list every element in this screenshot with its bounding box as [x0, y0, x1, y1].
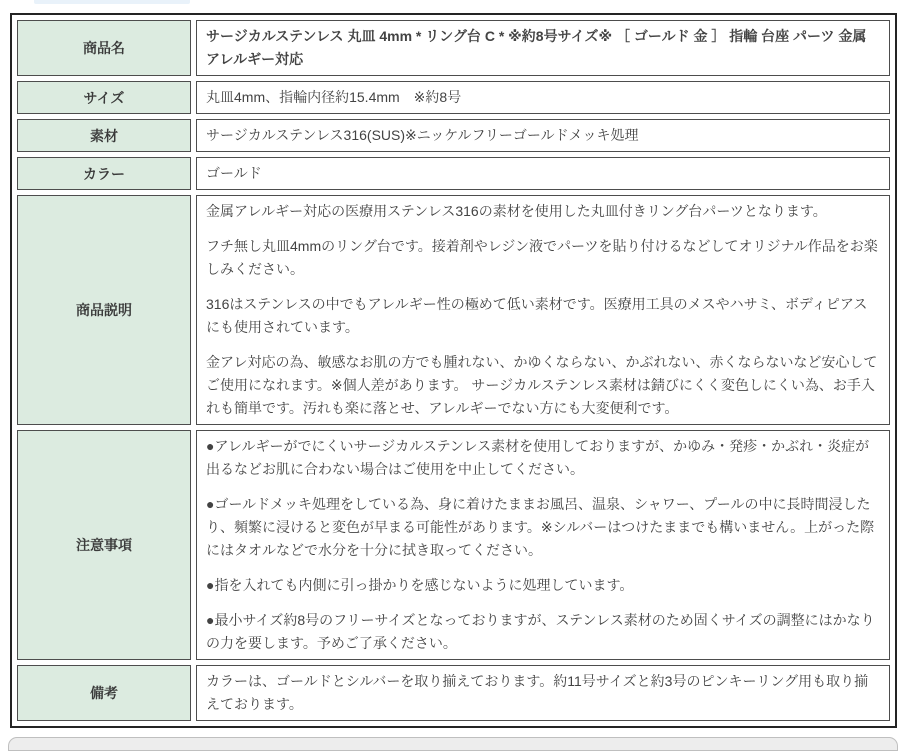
- product-info-table: [10, 13, 897, 728]
- row-label-product-name: 商品名: [17, 20, 191, 76]
- paragraph: ●ゴールドメッキ処理をしている為、身に着けたままお風呂、温泉、シャワー、プールの中に長時間浸したり、頻繁に浸けると変色が早まる可能性があります。※シルバーはつけたままでも構いません。上がった際にはタオルなどで水分を十分に拭き取ってください。: [206, 496, 875, 558]
- table-row-remarks: [17, 665, 890, 721]
- row-label-material: 素材: [17, 119, 191, 152]
- table-row-precautions: [17, 430, 890, 660]
- paragraph: ●指を入れても内側に引っ掛かりを感じないように処理しています。: [206, 577, 634, 593]
- row-label-remarks: 備考: [17, 665, 191, 721]
- row-value-product-name: [196, 20, 890, 76]
- row-value-color: [196, 157, 890, 190]
- paragraph: フチ無し丸皿4mmのリング台です。接着剤やレジン液でパーツを貼り付けるなどしてオリジナル作品をお楽しみください。: [206, 238, 878, 277]
- top-edge-tab-fragment: [34, 0, 190, 4]
- row-value-precautions: [196, 430, 890, 660]
- paragraph: 丸皿4mm、指輪内径約15.4mm ※約8号: [206, 89, 462, 105]
- paragraph: サージカルステンレス 丸皿 4mm * リング台 C * ※約8号サイズ※ ［ ゴールド 金 ］ 指輪 台座 パーツ 金属アレルギー対応: [206, 28, 867, 67]
- paragraph: カラーは、ゴールドとシルバーを取り揃えております。約11号サイズと約3号のピンキーリング用も取り揃えております。: [206, 673, 869, 712]
- paragraph: ゴールド: [206, 165, 262, 181]
- paragraph: 金属アレルギー対応の医療用ステンレス316の素材を使用した丸皿付きリング台パーツとなります。: [206, 203, 827, 219]
- bottom-box-fragment: [8, 737, 898, 751]
- row-value-description: [196, 195, 890, 425]
- row-label-description: 商品説明: [17, 195, 191, 425]
- row-value-material: [196, 119, 890, 152]
- paragraph: サージカルステンレス316(SUS)※ニッケルフリーゴールドメッキ処理: [206, 127, 639, 143]
- row-label-color: カラー: [17, 157, 191, 190]
- table-row-description: [17, 195, 890, 425]
- table-row-material: [17, 119, 890, 152]
- row-label-precautions: 注意事項: [17, 430, 191, 660]
- table-row-color: [17, 157, 890, 190]
- paragraph: ●最小サイズ約8号のフリーサイズとなっておりますが、ステンレス素材のため固くサイズの調整にはかなりの力を要します。予めご了承ください。: [206, 612, 875, 651]
- row-value-remarks: [196, 665, 890, 721]
- paragraph: 金アレ対応の為、敏感なお肌の方でも腫れない、かゆくならない、かぶれない、赤くならないなど安心してご使用になれます。※個人差があります。 サージカルステンレス素材は錆びにくく変色しにくい為、お手入れも簡単です。汚れも楽に落とせ、アレルギーでない方にも大変便利です。: [206, 354, 878, 416]
- paragraph: 316はステンレスの中でもアレルギー性の極めて低い素材です。医療用工具のメスやハサミ、ボディピアスにも使用されています。: [206, 296, 868, 335]
- paragraph: ●アレルギーがでにくいサージカルステンレス素材を使用しておりますが、かゆみ・発疹・かぶれ・炎症が出るなどお肌に合わない場合はご使用を中止してください。: [206, 438, 870, 477]
- table-row-size: [17, 81, 890, 114]
- row-label-size: サイズ: [17, 81, 191, 114]
- table-row-product-name: [17, 20, 890, 76]
- row-value-size: [196, 81, 890, 114]
